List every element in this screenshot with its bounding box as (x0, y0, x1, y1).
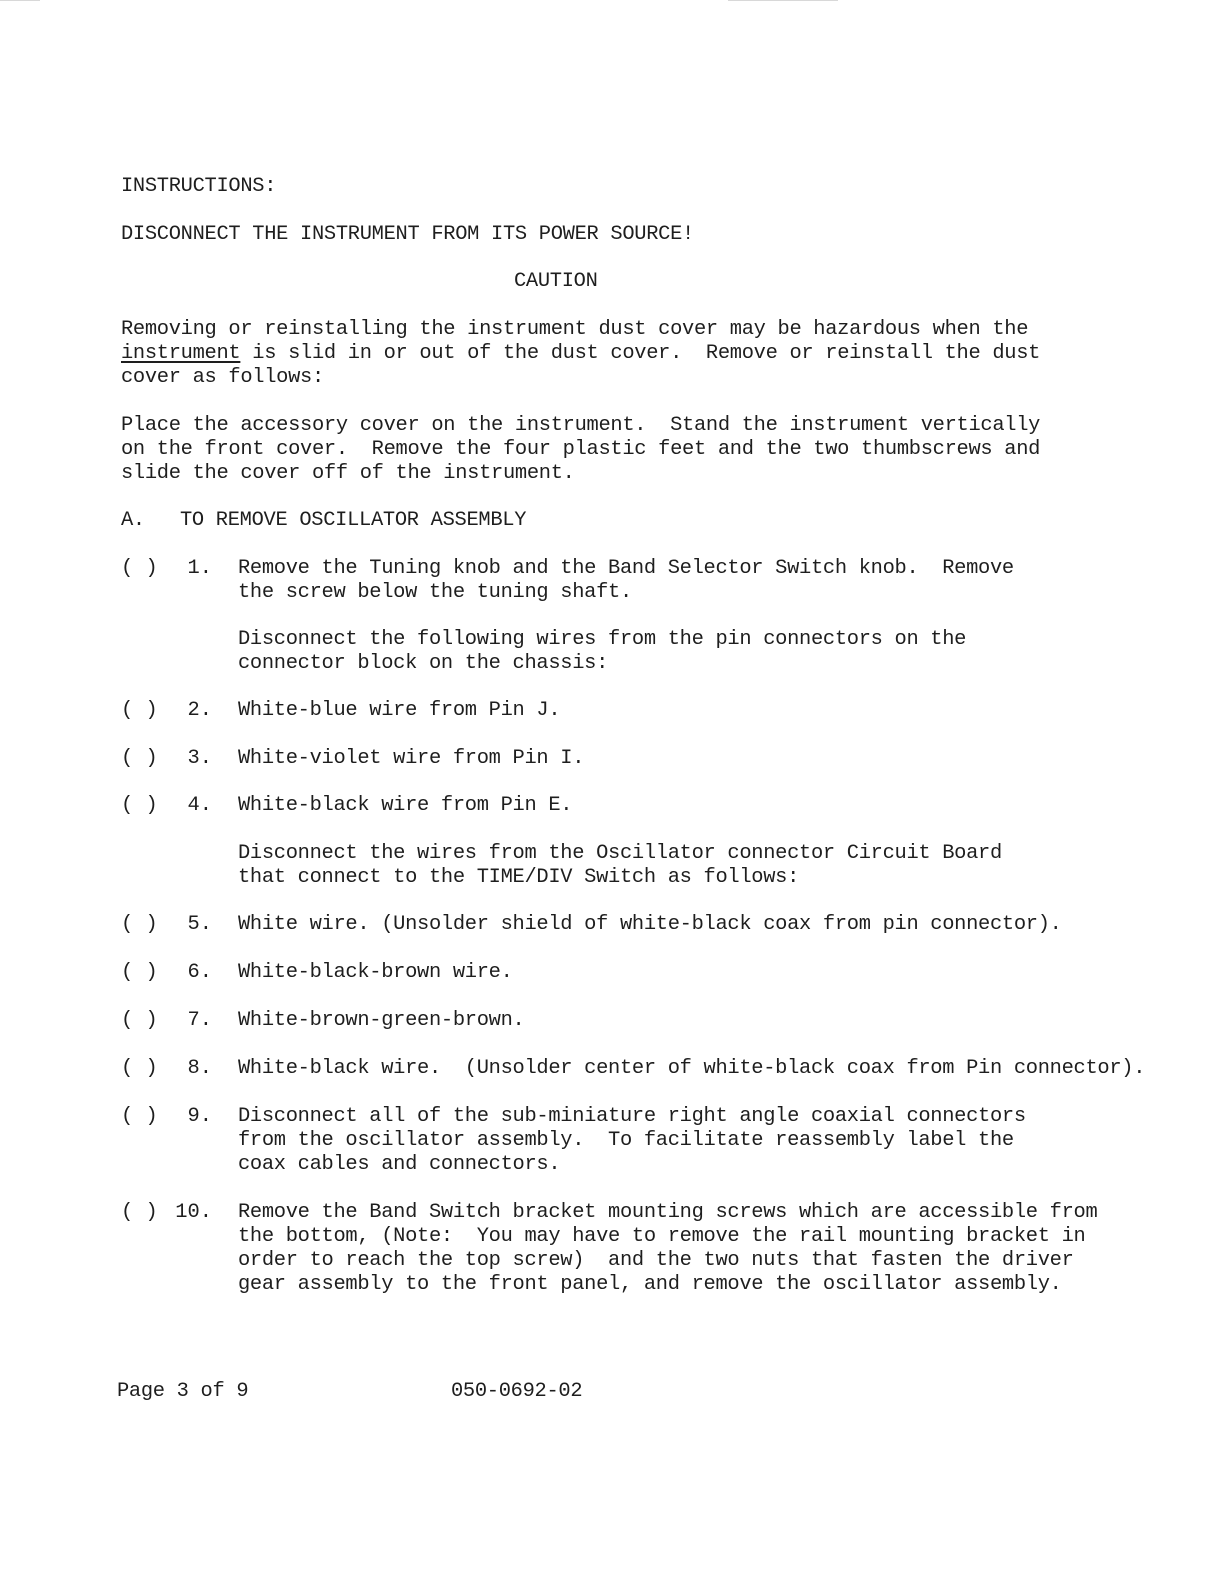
step-line: White-black-brown wire. (238, 961, 513, 984)
step-4-number: 4. (187, 794, 212, 817)
step-1-text (238, 557, 1138, 605)
step-line: coax cables and connectors. (238, 1153, 561, 1176)
step-9-text (238, 1105, 1138, 1177)
step-9-number: 9. (187, 1105, 212, 1128)
step-5-number: 5. (187, 913, 212, 936)
caution-title: CAUTION (514, 270, 598, 293)
caution-line-3: cover as follows: (121, 366, 324, 389)
intro-line-2: on the front cover. Remove the four plastic feet and the two thumbscrews and (121, 438, 1041, 461)
step-9-checkbox[interactable]: ( ) (121, 1105, 158, 1128)
step-1-number: 1. (187, 557, 212, 580)
caution-line-2-rest: is slid in or out of the dust cover. Remove or reinstall the dust (240, 342, 1041, 365)
step-line: White-black wire. (Unsolder center of white-black coax from Pin connector). (238, 1057, 1146, 1080)
step-10-number: 10. (175, 1201, 212, 1224)
intro-line-3: slide the cover off of the instrument. (121, 462, 575, 485)
step-line: White-black wire from Pin E. (238, 794, 573, 817)
step-5-checkbox[interactable]: ( ) (121, 913, 158, 936)
step-line: the screw below the tuning shaft. (238, 581, 632, 604)
caution-line-1: Removing or reinstalling the instrument dust cover may be hazardous when the (121, 318, 1029, 341)
note-line: Disconnect the wires from the Oscillator connector Circuit Board (238, 842, 1002, 865)
step-3-number: 3. (187, 747, 212, 770)
step-6-checkbox[interactable]: ( ) (121, 961, 158, 984)
power-warning: DISCONNECT THE INSTRUMENT FROM ITS POWER SOURCE! (121, 223, 694, 246)
section-title: TO REMOVE OSCILLATOR ASSEMBLY (180, 509, 527, 532)
step-8-text (238, 1057, 1146, 1081)
step-8-number: 8. (187, 1057, 212, 1080)
step-1-checkbox[interactable]: ( ) (121, 557, 158, 580)
step-7-checkbox[interactable]: ( ) (121, 1009, 158, 1032)
step-line: Remove the Tuning knob and the Band Selector Switch knob. Remove (238, 557, 1014, 580)
step-8-checkbox[interactable]: ( ) (121, 1057, 158, 1080)
step-line: White wire. (Unsolder shield of white-black coax from pin connector). (238, 913, 1062, 936)
step-line: White-brown-green-brown. (238, 1009, 525, 1032)
step-line: White-violet wire from Pin I. (238, 747, 585, 770)
step-2-text (238, 699, 1138, 723)
instructions-heading: INSTRUCTIONS: (121, 175, 277, 198)
step-line: the bottom, (Note: You may have to remove the rail mounting bracket in (238, 1225, 1086, 1248)
scan-edge-mark (728, 0, 838, 1)
page-number: Page 3 of 9 (117, 1380, 249, 1403)
note-line: that connect to the TIME/DIV Switch as follows: (238, 866, 800, 889)
step-4-text (238, 794, 1138, 818)
step-6-text (238, 961, 1138, 985)
note-oscillator-board (238, 842, 1138, 890)
step-10-checkbox[interactable]: ( ) (121, 1201, 158, 1224)
step-2-number: 2. (187, 699, 212, 722)
section-letter: A. (121, 509, 145, 532)
scan-edge-mark (0, 0, 40, 1)
step-7-number: 7. (187, 1009, 212, 1032)
step-line: from the oscillator assembly. To facilitate reassembly label the (238, 1129, 1014, 1152)
note-line: connector block on the chassis: (238, 652, 609, 675)
underlined-word: instrument (121, 342, 241, 365)
intro-line-1: Place the accessory cover on the instrument. Stand the instrument vertically (121, 414, 1041, 437)
step-2-checkbox[interactable]: ( ) (121, 699, 158, 722)
note-line: Disconnect the following wires from the pin connectors on the (238, 628, 967, 651)
step-6-number: 6. (187, 961, 212, 984)
step-line: Disconnect all of the sub-miniature right angle coaxial connectors (238, 1105, 1026, 1128)
caution-line-2 (121, 342, 1040, 366)
step-line: Remove the Band Switch bracket mounting screws which are accessible from (238, 1201, 1098, 1224)
step-line: gear assembly to the front panel, and remove the oscillator assembly. (238, 1273, 1062, 1296)
step-3-checkbox[interactable]: ( ) (121, 747, 158, 770)
step-4-checkbox[interactable]: ( ) (121, 794, 158, 817)
step-7-text (238, 1009, 1138, 1033)
step-line: White-blue wire from Pin J. (238, 699, 561, 722)
step-10-text (238, 1201, 1138, 1297)
step-line: order to reach the top screw) and the two nuts that fasten the driver (238, 1249, 1074, 1272)
note-pin-connectors (238, 628, 1138, 676)
step-5-text (238, 913, 1138, 937)
step-3-text (238, 747, 1138, 771)
document-number: 050-0692-02 (451, 1380, 583, 1403)
